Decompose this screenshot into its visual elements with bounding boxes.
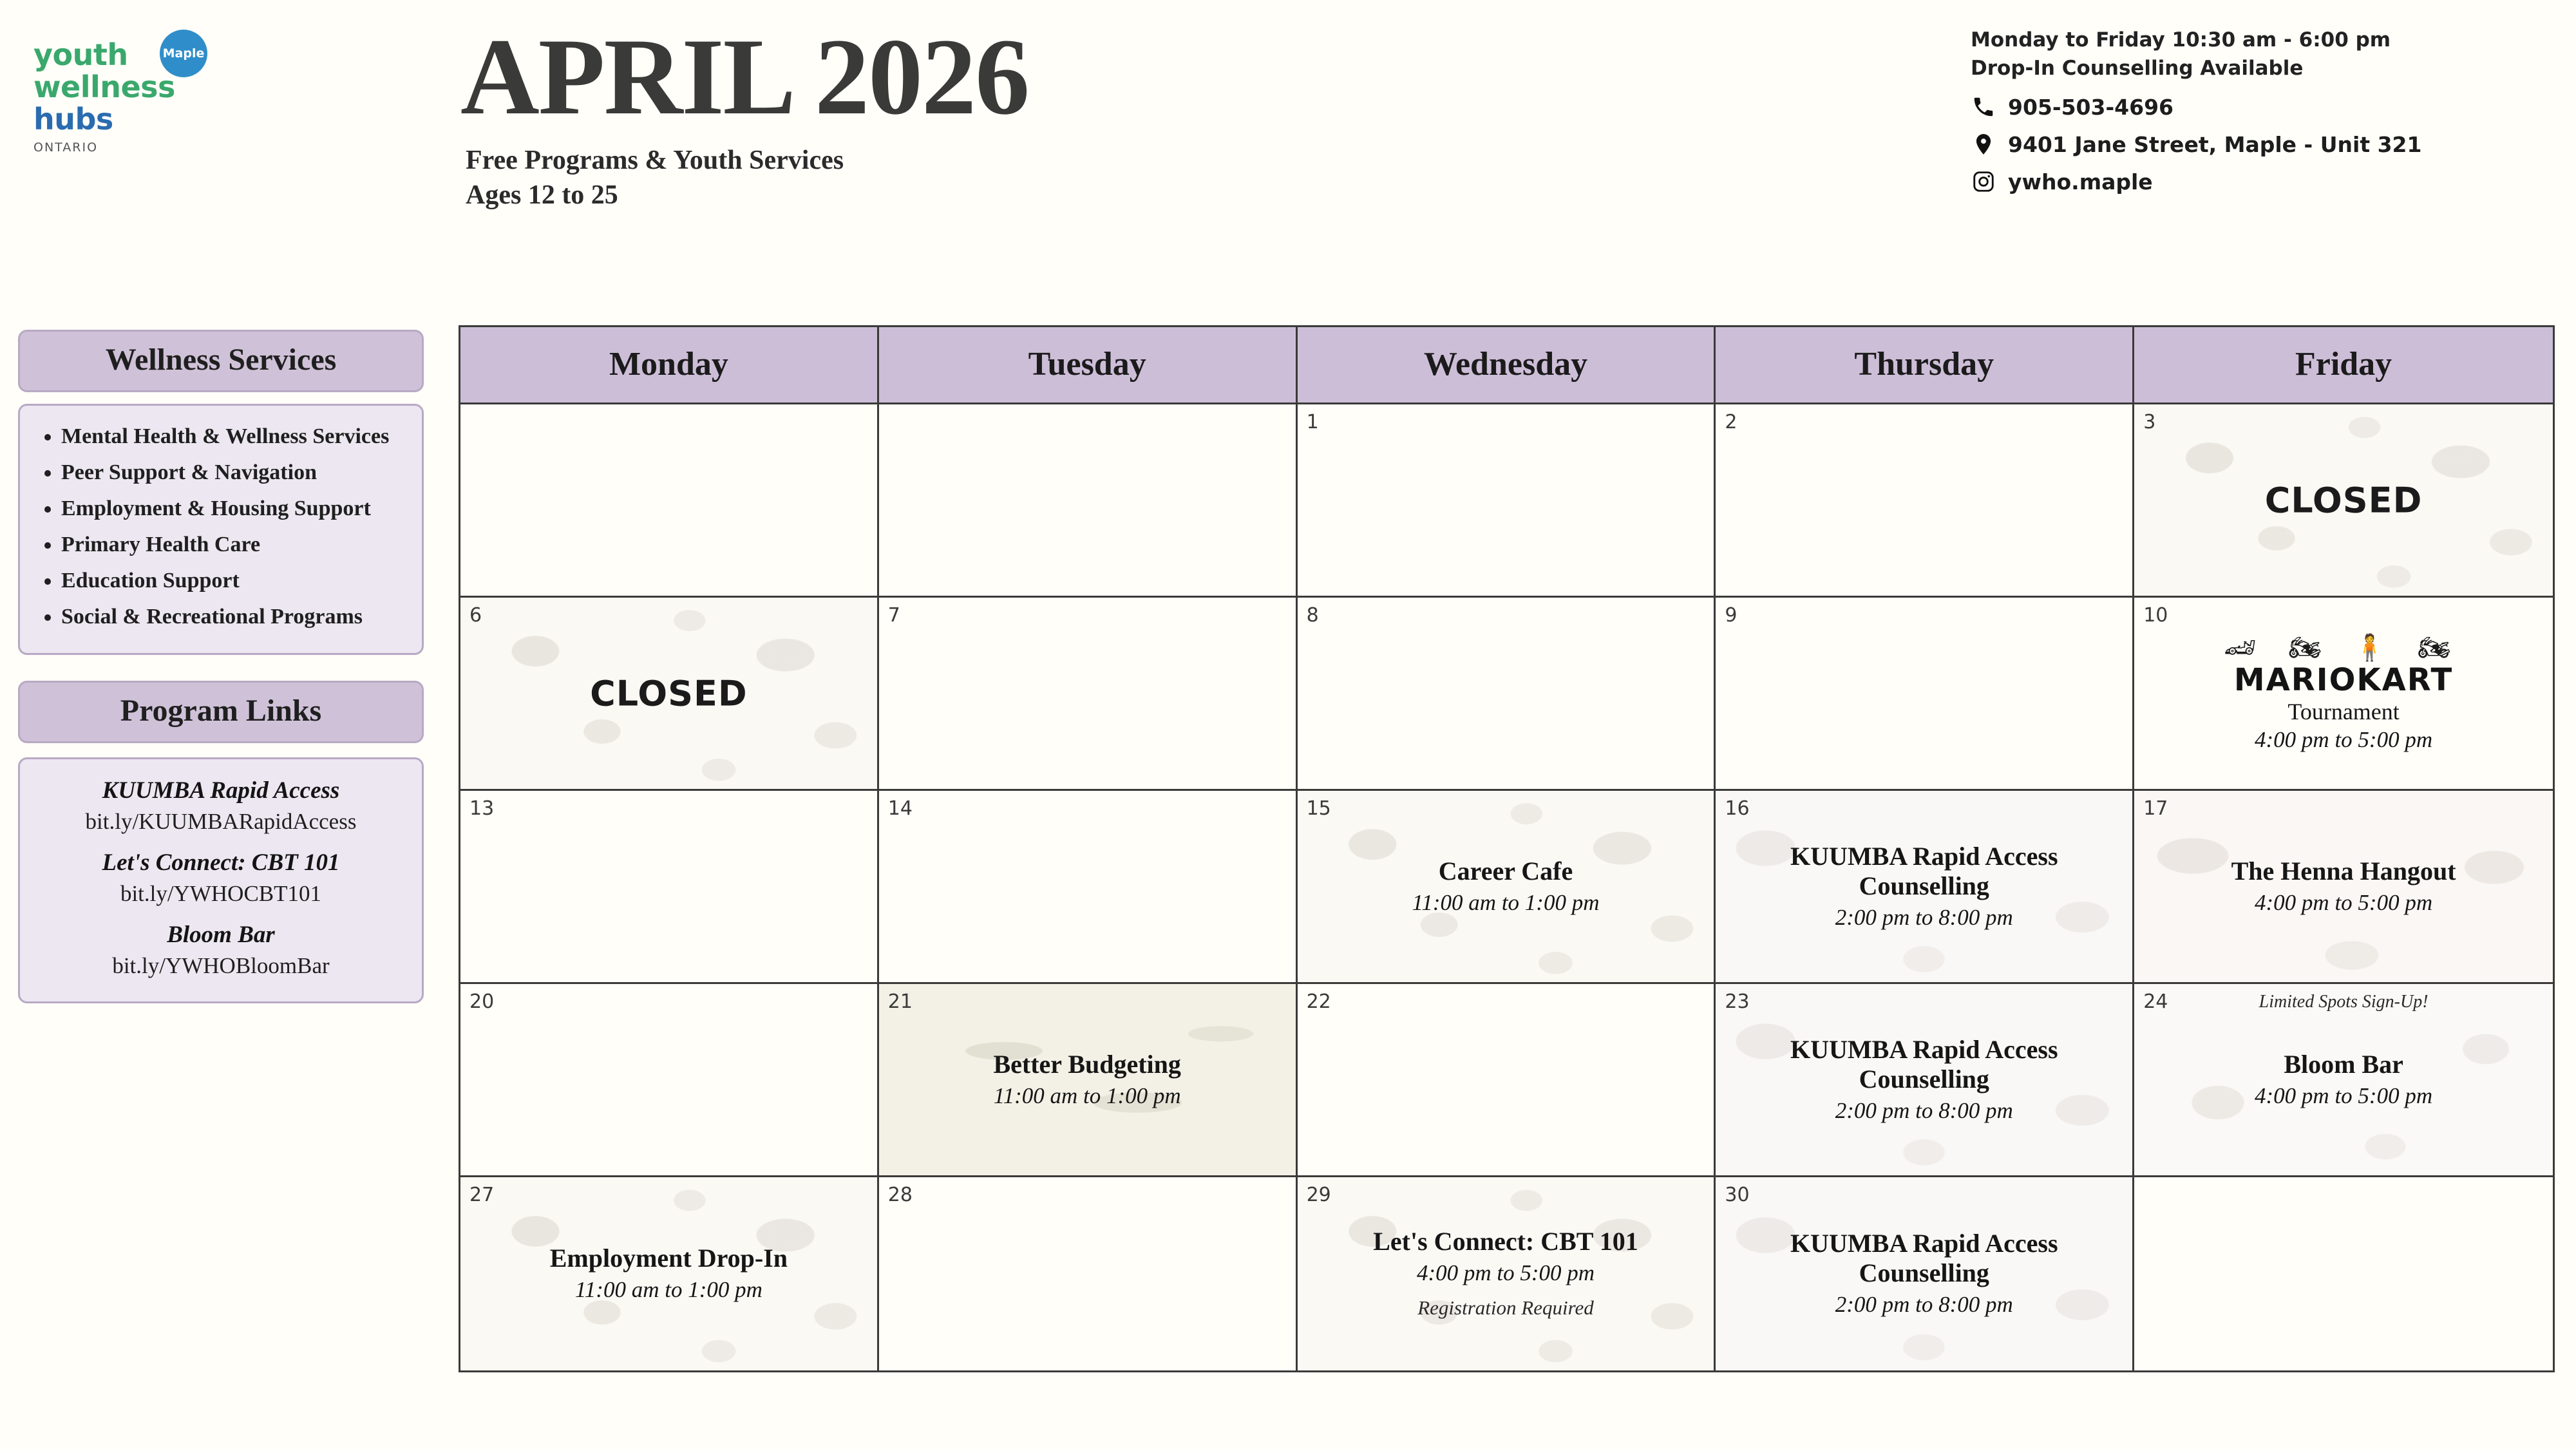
list-item: • Education Support [61,564,405,598]
program-link-url[interactable]: bit.ly/KUUMBARapidAccess [85,809,357,834]
calendar-day-cell[interactable] [1298,1177,1716,1370]
event-title: Employment Drop-In [549,1244,788,1273]
day-number: 13 [469,797,495,820]
event-title: The Henna Hangout [2231,856,2456,886]
page-subtitle-ages: Ages 12 to 25 [466,180,618,210]
logo-line-wellness: wellness [33,70,175,104]
hours-line-2: Drop-In Counselling Available [1971,57,2304,80]
address-row [1971,131,2537,157]
closed-label: CLOSED [2264,480,2423,520]
event-block[interactable] [1716,842,2132,932]
event-note: Registration Required [1417,1296,1594,1319]
phone-icon [1971,94,1996,120]
calendar-day-cell[interactable] [460,984,879,1177]
day-number: 23 [1725,990,1750,1013]
wellness-services-list [37,420,405,634]
event-block[interactable] [1298,857,1714,917]
instagram-row [1971,169,2537,194]
title-block [460,16,1029,213]
day-number: 24 [2143,990,2168,1013]
event-block[interactable] [879,1050,1296,1110]
calendar-day-cell[interactable] [460,791,879,984]
event-top-note: Limited Spots Sign-Up! [2259,992,2429,1012]
calendar-day-cell[interactable] [879,598,1298,791]
day-number: 28 [887,1184,913,1206]
event-time: 11:00 am to 1:00 pm [574,1277,762,1302]
calendar-day-cell[interactable] [2134,598,2553,791]
event-time: 11:00 am to 1:00 pm [993,1083,1181,1108]
wellness-services-panel [18,404,424,655]
calendar-day-cell[interactable] [1298,791,1716,984]
event-block[interactable] [2134,1050,2553,1110]
event-block[interactable] [1716,1229,2132,1319]
event-subtitle: Tournament [2287,698,2400,724]
event-block[interactable] [2134,857,2553,917]
weekday-header-monday: Monday [460,327,879,402]
maple-badge: Maple [160,30,207,77]
page-header [0,0,2576,316]
event-time: 2:00 pm to 8:00 pm [1835,904,2013,930]
day-number: 15 [1306,797,1331,820]
day-number: 22 [1306,990,1331,1013]
day-number: 2 [1725,411,1738,433]
day-number: 20 [469,990,495,1013]
ywho-logo [33,39,227,155]
program-link-name: KUUMBA Rapid Access [102,777,340,804]
sidebar [18,330,424,1003]
day-number: 7 [887,604,900,627]
weekday-header-friday: Friday [2295,346,2392,383]
event-title: Better Budgeting [993,1049,1181,1079]
phone-number[interactable]: 905-503-4696 [2008,94,2174,120]
closed-label: CLOSED [590,673,748,714]
program-link-url[interactable]: bit.ly/YWHOBloomBar [112,953,330,978]
calendar-day-cell[interactable] [879,791,1298,984]
event-time: 4:00 pm to 5:00 pm [2255,1083,2433,1108]
day-number: 9 [1725,604,1738,627]
day-number: 1 [1306,411,1319,433]
page-subtitle-programs: Free Programs & Youth Services [466,146,844,175]
mariokart-event [2134,633,2553,754]
calendar-grid [459,325,2555,1372]
calendar-day-cell[interactable] [879,1177,1298,1370]
instagram-icon [1971,169,1996,194]
calendar-day-cell[interactable] [1716,404,2134,598]
calendar-day-cell[interactable] [1716,791,2134,984]
logo-region: ONTARIO [33,140,99,155]
calendar-day-cell[interactable] [879,984,1298,1177]
program-link-name: Let's Connect: CBT 101 [102,849,340,876]
event-title: Career Cafe [1438,856,1573,886]
event-time: 4:00 pm to 5:00 pm [2255,889,2433,915]
page-title: APRIL 2026 [460,16,1029,137]
day-number: 29 [1306,1184,1331,1206]
day-number: 3 [2143,411,2156,433]
day-number: 10 [2143,604,2168,627]
hours-line-1: Monday to Friday 10:30 am - 6:00 pm [1971,28,2391,52]
day-number: 27 [469,1184,495,1206]
kart-racers-icon: 🏎 🏍 🧍 🏍 [2224,632,2464,662]
list-item: • Peer Support & Navigation [61,456,405,489]
calendar-day-cell[interactable] [2134,1177,2553,1370]
weekday-header-wednesday: Wednesday [1298,327,1716,402]
weekday-header-tuesday: Tuesday [879,327,1298,402]
program-links-title: Program Links [18,681,424,743]
program-link-url[interactable]: bit.ly/YWHOCBT101 [120,881,322,906]
wellness-services-title: Wellness Services [18,330,424,392]
event-title: KUUMBA Rapid Access Counselling [1790,841,2058,900]
logo-line-hubs: hubs [33,102,113,137]
day-number: 8 [1306,604,1319,627]
calendar-day-cell[interactable] [1298,598,1716,791]
closed-notice [2134,480,2553,520]
event-title: Bloom Bar [2284,1049,2403,1079]
calendar-day-cell[interactable] [1298,984,1716,1177]
address-text: 9401 Jane Street, Maple - Unit 321 [2008,131,2422,157]
calendar-day-cell[interactable] [2134,984,2553,1177]
weekday-header-thursday: Thursday [1716,327,2134,402]
day-number: 21 [887,990,913,1013]
day-number: 30 [1725,1184,1750,1206]
calendar-day-cell[interactable] [2134,404,2553,598]
event-time: 2:00 pm to 8:00 pm [1835,1097,2013,1123]
calendar-day-cell[interactable] [460,404,879,598]
day-number: 6 [469,604,482,627]
event-title: Let's Connect: CBT 101 [1373,1227,1638,1256]
calendar-day-cell[interactable] [2134,791,2553,984]
event-time: 2:00 pm to 8:00 pm [1835,1292,2013,1317]
closed-notice [460,673,877,714]
event-title: KUUMBA Rapid Access Counselling [1790,1034,2058,1094]
event-title: KUUMBA Rapid Access Counselling [1790,1229,2058,1287]
calendar-day-cell[interactable] [1298,404,1716,598]
event-block[interactable] [1716,1035,2132,1125]
calendar-day-cell[interactable] [460,1177,879,1370]
list-item: • Social & Recreational Programs [61,600,405,634]
event-block[interactable] [1298,1227,1714,1321]
event-block[interactable] [460,1244,877,1304]
list-item: • Mental Health & Wellness Services [61,420,405,453]
event-time: 4:00 pm to 5:00 pm [1416,1260,1595,1285]
event-time: 4:00 pm to 5:00 pm [2255,726,2433,752]
program-links-panel [18,757,424,1003]
instagram-handle[interactable]: ywho.maple [2008,169,2153,194]
calendar-day-cell[interactable] [1716,598,2134,791]
calendar-day-cell[interactable] [460,598,879,791]
calendar-body [460,402,2553,1370]
mariokart-logo: MARIOKART [2233,661,2454,698]
phone-row [1971,94,2537,120]
day-number: 17 [2143,797,2168,820]
calendar-day-cell[interactable] [879,404,1298,598]
contact-block [1971,26,2537,194]
event-time: 11:00 am to 1:00 pm [1412,889,1600,915]
list-item: • Employment & Housing Support [61,492,405,526]
logo-line-youth: youth [33,37,128,72]
program-link-name: Bloom Bar [167,922,275,948]
calendar-day-cell[interactable] [1716,1177,2134,1370]
calendar-day-cell[interactable] [1716,984,2134,1177]
list-item: • Primary Health Care [61,528,405,562]
day-number: 16 [1725,797,1750,820]
map-pin-icon [1971,131,1996,157]
calendar-header-row [460,327,2553,402]
day-number: 14 [887,797,913,820]
